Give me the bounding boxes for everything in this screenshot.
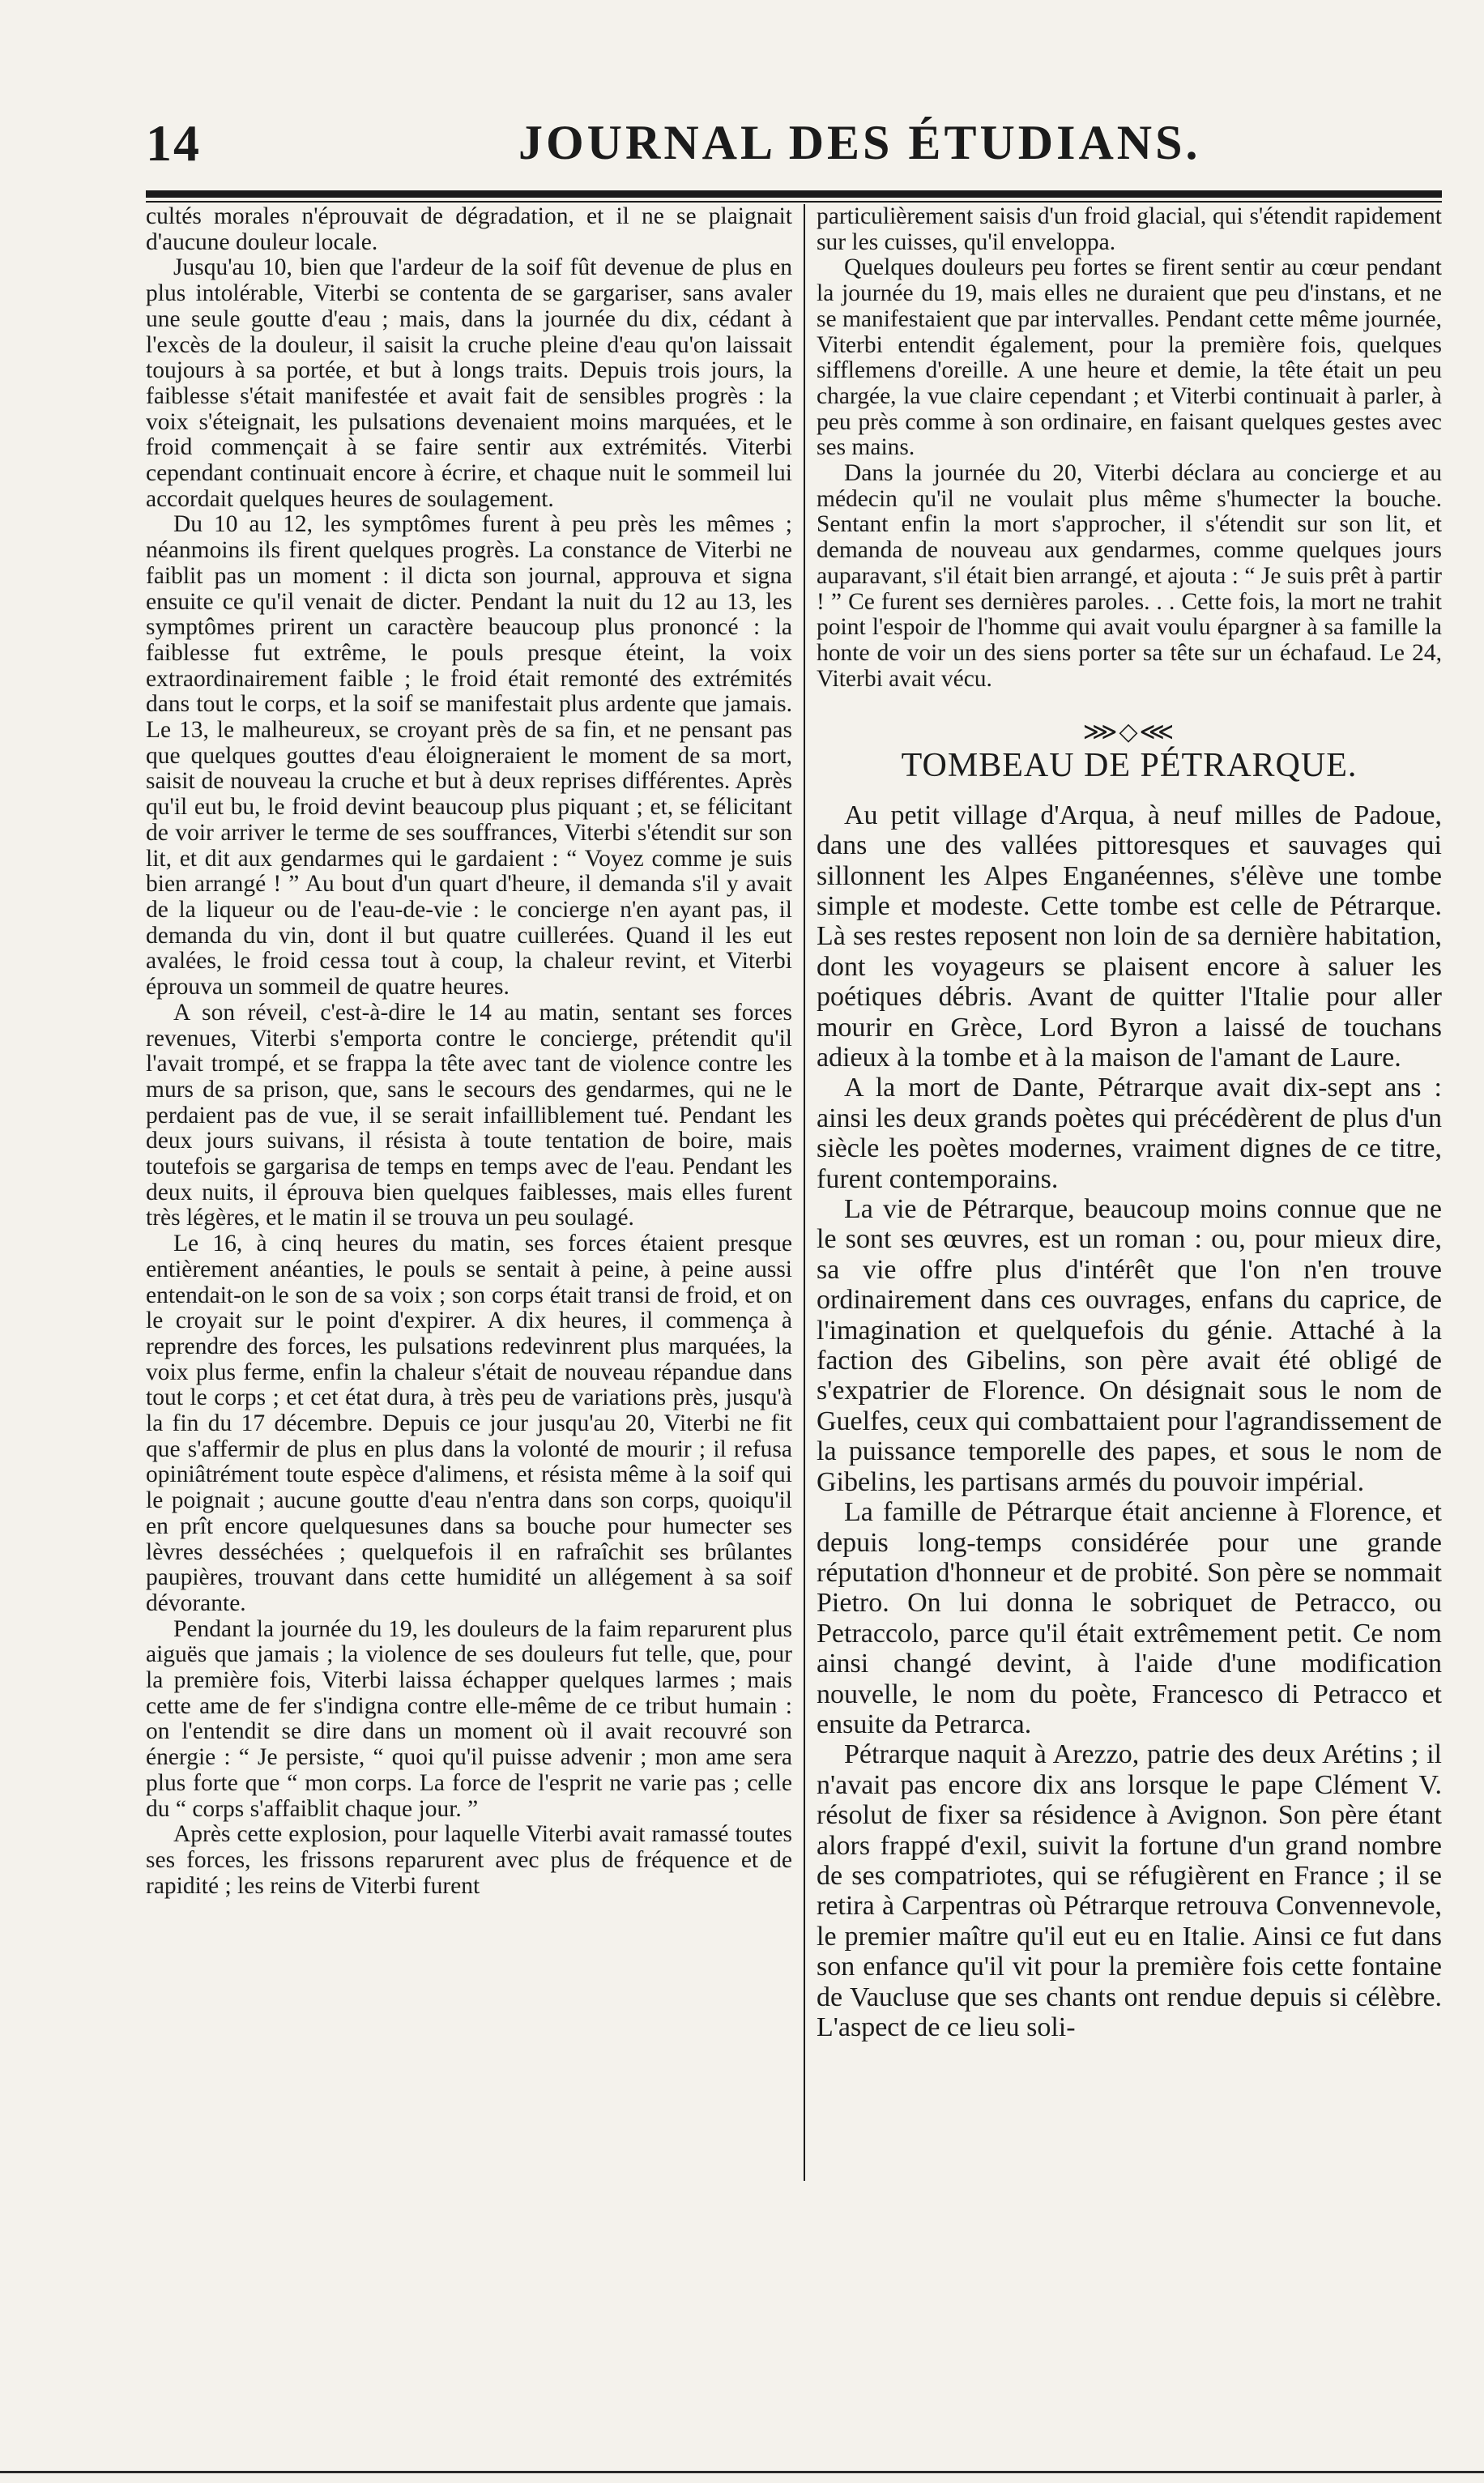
page-header: [146, 113, 1442, 186]
paragraph: Pendant la journée du 19, les douleurs de la faim reparurent plus aiguës que jamais ; la violence de ses douleurs fut telle, que, pour la première fois, Viterbi laissa échapper quelques larmes ; mais cette ame de fer s'indigna contre elle-même de ce tribut humain : on l'entendit se dire dans un moment où il avait recouvré son énergie : “ Je persiste, “ quoi qu'il puisse advenir ; mon ame sera plus forte que “ mon corps. La force de l'esprit ne varie pas ; celle du “ corps s'affaiblit chaque jour. ”: [146, 1615, 792, 1822]
paragraph: La vie de Pétrarque, beaucoup moins connue que ne le sont ses œuvres, est un roman : ou, pour mieux dire, sa vie offre plus d'intérêt que l'on n'en trouve ordinairement dans ces ouvrages, enfans du caprice, de l'imagination et quelquefois du génie. Attaché à la faction des Gibelins, son père avait été obligé de s'expatrier de Florence. On désignait sous le nom de Guelfes, ceux qui combattaient pour l'agrandissement de la puissance temporelle des papes, et sous le nom de Gibelins, les partisans armés du pouvoir impérial.: [817, 1194, 1442, 1497]
paragraph: cultés morales n'éprouvait de dégradation, et il ne se plaignait d'aucune douleur locale.: [146, 203, 792, 255]
article-title: TOMBEAU DE PÉTRARQUE.: [901, 747, 1358, 785]
paragraph: Du 10 au 12, les symptômes furent à peu près les mêmes ; néanmoins ils firent quelques progrès. La constance de Viterbi ne faiblit pas un moment : il dicta son journal, approuva et signa ensuite ce qu'il venait de dicter. Pendant la nuit du 12 au 13, les symptômes prirent un caractère beaucoup plus prononcé : la faiblesse fut extrême, le pouls presque éteint, la voix extraordinairement faible ; le froid était remonté des extrémités dans tout le corps, et la soif se manifestait plus ardente que jamais. Le 13, le malheureux, se croyant près de sa fin, et ne pensant pas que quelques gouttes d'eau éloigneraient le moment de sa mort, saisit de nouveau la cruche et but à deux reprises différentes. Après qu'il eut bu, le froid devint beaucoup plus piquant ; et, se félicitant de voir arriver le terme de ses souffrances, Viterbi s'étendit sur son lit, et dit aux gendarmes qui le gardaient : “ Voyez comme je suis bien arrangé ! ” Au bout d'un quart d'heure, il demanda s'il y avait de la liqueur ou de l'eau-de-vie : le concierge n'en ayant pas, il demanda du vin, dont il but quatre cuillerées. Quand il les eut avalées, le froid cessa tout à coup, la chaleur revint, et Viterbi éprouva un sommeil de quatre heures.: [146, 511, 792, 1000]
paragraph: A son réveil, c'est-à-dire le 14 au matin, sentant ses forces revenues, Viterbi s'emporta contre le concierge, prétendit qu'il l'avait trompé, et se frappa la tête avec tant de violence contre les murs de sa prison, que, sans le secours des gendarmes, qui ne le perdaient pas de vue, il se serait infailliblement tué. Pendant les deux jours suivans, il résista à toute tentation de boire, mais toutefois se gargarisa de temps en temps avec de l'eau. Pendant les deux nuits, il éprouva bien quelques faiblesses, mais elles furent très légères, et le matin il se trouva un peu soulagé.: [146, 999, 792, 1231]
paragraph: Quelques douleurs peu fortes se firent sentir au cœur pendant la journée du 19, mais elles ne duraient que peu d'instans, et ne se manifestaient que par intervalles. Pendant cette même journée, Viterbi entendit également, pour la première fois, quelques sifflemens d'oreille. A une heure et demie, la tête était un peu chargée, la vue claire cependant ; et Viterbi continuait à parler, à peu près comme à son ordinaire, en faisant quelques gestes avec ses mains.: [817, 254, 1442, 461]
paragraph: Pétrarque naquit à Arezzo, patrie des deux Arétins ; il n'avait pas encore dix ans lorsque le pape Clément V. résolut de fixer sa résidence à Avignon. Son père étant alors frappé d'exil, suivit la fortune d'un grand nombre de ses compatriotes, qui se réfugièrent en France ; il se retira à Carpentras où Pétrarque retrouva Convennevole, le premier maître qu'il eut eu en Italie. Ainsi ce fut dans son enfance qu'il vit pour la première fois cette fontaine de Vaucluse que ses chants ont rendue depuis si célèbre. L'aspect de ce lieu soli-: [817, 1739, 1442, 2043]
section-ornament: ⋙◇⋘: [1082, 719, 1176, 746]
left-column: [146, 204, 792, 1899]
right-column: [817, 204, 1442, 2042]
journal-title: JOURNAL DES ÉTUDIANS.: [518, 116, 1201, 169]
paragraph: Le 16, à cinq heures du matin, ses forces étaient presque entièrement anéanties, le pouls se sentait à peine, à peine aussi entendait-on le son de sa voix ; son corps était transi de froid, et on le croyait sur le point d'expirer. A dix heures, il commença à reprendre des forces, les pulsations redevinrent plus marquées, la voix plus ferme, enfin la chaleur s'était de nouveau répandue dans tout le corps ; et cet état dura, à très peu de variations près, jusqu'à la fin du 17 décembre. Depuis ce jour jusqu'au 20, Viterbi ne fit que s'affermir de plus en plus dans la volonté de mourir ; il refusa opiniâtrément toute espèce d'alimens, et résista même à la soif qui le poignait ; aucune goutte d'eau n'entra dans son corps, quoiqu'il en prît encore quelquesunes dans sa bouche pour humecter ses lèvres desséchées ; quelquefois il en rafraîchit ses brûlantes paupières, trouvant dans cette humidité un allégement à sa soif dévorante.: [146, 1231, 792, 1616]
header-rule-thin: [146, 201, 1442, 203]
paragraph: Jusqu'au 10, bien que l'ardeur de la soif fût devenue de plus en plus intolérable, Viterbi se contenta de se gargariser, sans avaler une seule goutte d'eau ; mais, dans la journée du dix, cédant à l'excès de la douleur, il saisit la cruche pleine d'eau qu'on laissait toujours à sa portée, et but à longs traits. Depuis trois jours, la faiblesse s'était manifestée et avait fait de sensibles progrès : la voix s'éteignait, les pulsations devenaient moins marquées, et le froid commençait à se faire sentir aux extrémités. Viterbi cependant continuait encore à écrire, et chaque nuit le sommeil lui accordait quelques heures de soulagement.: [146, 254, 792, 512]
header-rule-thick: [146, 190, 1442, 198]
column-divider: [804, 204, 805, 2181]
paragraph: Après cette explosion, pour laquelle Viterbi avait ramassé toutes ses forces, les frissons reparurent avec plus de fréquence et de rapidité ; les reins de Viterbi furent: [146, 1821, 792, 1899]
paragraph: La famille de Pétrarque était ancienne à Florence, et depuis long-temps considérée pour une grande réputation d'honneur et de probité. Son père se nommait Pietro. On lui donna le sobriquet de Petracco, ou Petraccolo, parce qu'il était extrêmement petit. Ce nom ainsi changé devint, à l'aide d'une modification nouvelle, le nom du poète, Francesco di Petracco et ensuite da Petrarca.: [817, 1497, 1442, 1739]
paragraph: particulièrement saisis d'un froid glacial, qui s'étendit rapidement sur les cuisses, qu'il enveloppa.: [817, 203, 1442, 255]
paragraph: Au petit village d'Arqua, à neuf milles de Padoue, dans une des vallées pittoresques et sauvages qui sillonnent les Alpes Enganéennes, s'élève une tombe simple et modeste. Cette tombe est celle de Pétrarque. Là ses restes reposent non loin de sa dernière habitation, dont les voyageurs se plaisent encore à saluer les poétiques débris. Avant de quitter l'Italie pour aller mourir en Grèce, Lord Byron a laissé de touchans adieux à la tombe et à la maison de l'amant de Laure.: [817, 800, 1442, 1073]
paragraph: A la mort de Dante, Pétrarque avait dix-sept ans : ainsi les deux grands poètes qui précédèrent de plus d'un siècle les poètes modernes, vraiment dignes de ce titre, furent contemporains.: [817, 1073, 1442, 1194]
page-number: 14: [146, 114, 201, 172]
page-bottom-edge: [0, 2471, 1484, 2473]
paragraph: Dans la journée du 20, Viterbi déclara au concierge et au médecin qu'il ne voulait plus même s'humecter la bouche. Sentant enfin la mort s'approcher, il s'étendit sur son lit, et demanda de nouveau aux gendarmes, comme quelques jours auparavant, s'il était bien arrangé, et ajouta : “ Je suis prêt à partir ! ” Ce furent ses dernières paroles. . . Cette fois, la mort ne trahit point l'espoir de l'homme qui avait voulu épargner à sa famille la honte de voir un des siens porter sa tête sur un échafaud. Le 24, Viterbi avait vécu.: [817, 460, 1442, 692]
